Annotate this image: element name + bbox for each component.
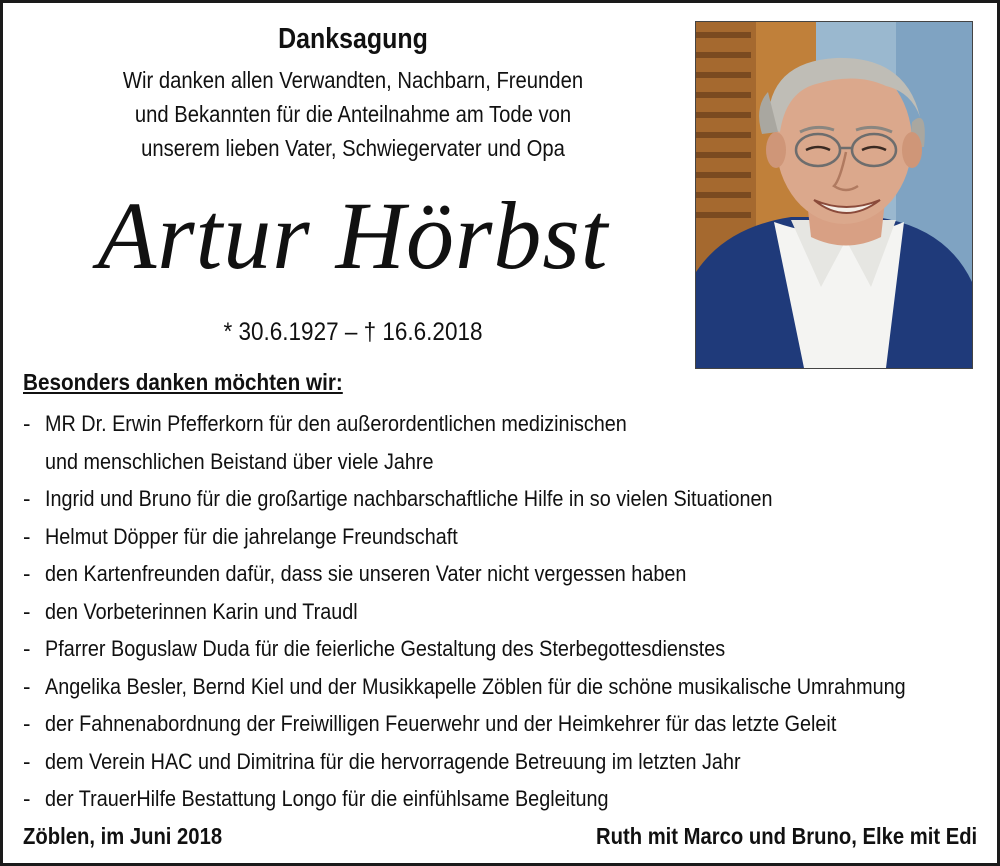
- list-item: [23, 630, 1000, 668]
- list-item-text: Helmut Döpper für die jahrelange Freundschaft: [45, 523, 458, 549]
- list-item: [23, 780, 1000, 818]
- list-item-text: den Vorbeterinnen Karin und Traudl: [45, 598, 358, 624]
- place-and-date: Zöblen, im Juni 2018: [23, 823, 223, 849]
- thanks-heading: Besonders danken möchten wir:: [23, 369, 343, 395]
- list-item-text: den Kartenfreunden dafür, dass sie unseren Vater nicht vergessen haben: [45, 561, 687, 586]
- signatories: Ruth mit Marco und Bruno, Elke mit Edi: [595, 823, 977, 849]
- thanks-list: [23, 405, 1000, 818]
- list-item: [23, 405, 1000, 480]
- intro-text: [3, 63, 703, 165]
- list-item: [23, 480, 1000, 518]
- intro-line: und Bekannten für die Anteilnahme am Tode von: [134, 101, 572, 127]
- list-item-text: Pfarrer Boguslaw Duda für die feierliche Gestaltung des Sterbegottesdienstes: [45, 636, 726, 661]
- list-item-text: der TrauerHilfe Bestattung Longo für die einfühlsame Begleitung: [45, 786, 609, 811]
- intro-line: unserem lieben Vater, Schwiegervater und Opa: [141, 135, 565, 161]
- portrait-photo: [695, 21, 973, 369]
- life-dates: * 30.6.1927 – † 16.6.2018: [223, 318, 483, 346]
- list-item-text-continued: und menschlichen Beistand über viele Jahre: [45, 448, 434, 474]
- intro-line: Wir danken allen Verwandten, Nachbarn, Freunden: [122, 67, 584, 93]
- list-item: [23, 593, 1000, 631]
- deceased-name: Artur Hörbst: [97, 182, 609, 289]
- list-item-text: der Fahnenabordnung der Freiwilligen Feuerwehr und der Heimkehrer für das letzte Geleit: [45, 711, 837, 736]
- list-item: [23, 668, 1000, 706]
- portrait-illustration: [696, 22, 972, 368]
- list-item: [23, 555, 1000, 593]
- list-item-text: Ingrid und Bruno für die großartige nachbarschaftliche Hilfe in so vielen Situationen: [45, 486, 773, 511]
- notice-title: Danksagung: [278, 23, 428, 55]
- list-item: [23, 518, 1000, 556]
- list-item-text: Angelika Besler, Bernd Kiel und der Musikkapelle Zöblen für die schöne musikalische Umrahmung: [45, 673, 906, 699]
- list-item-text: - MR Dr. Erwin Pfefferkorn für den außerordentlichen medizinischen: [45, 411, 627, 436]
- list-item: [23, 705, 1000, 743]
- list-item: [23, 743, 1000, 781]
- list-item-text: dem Verein HAC und Dimitrina für die hervorragende Betreuung im letzten Jahr: [45, 748, 741, 774]
